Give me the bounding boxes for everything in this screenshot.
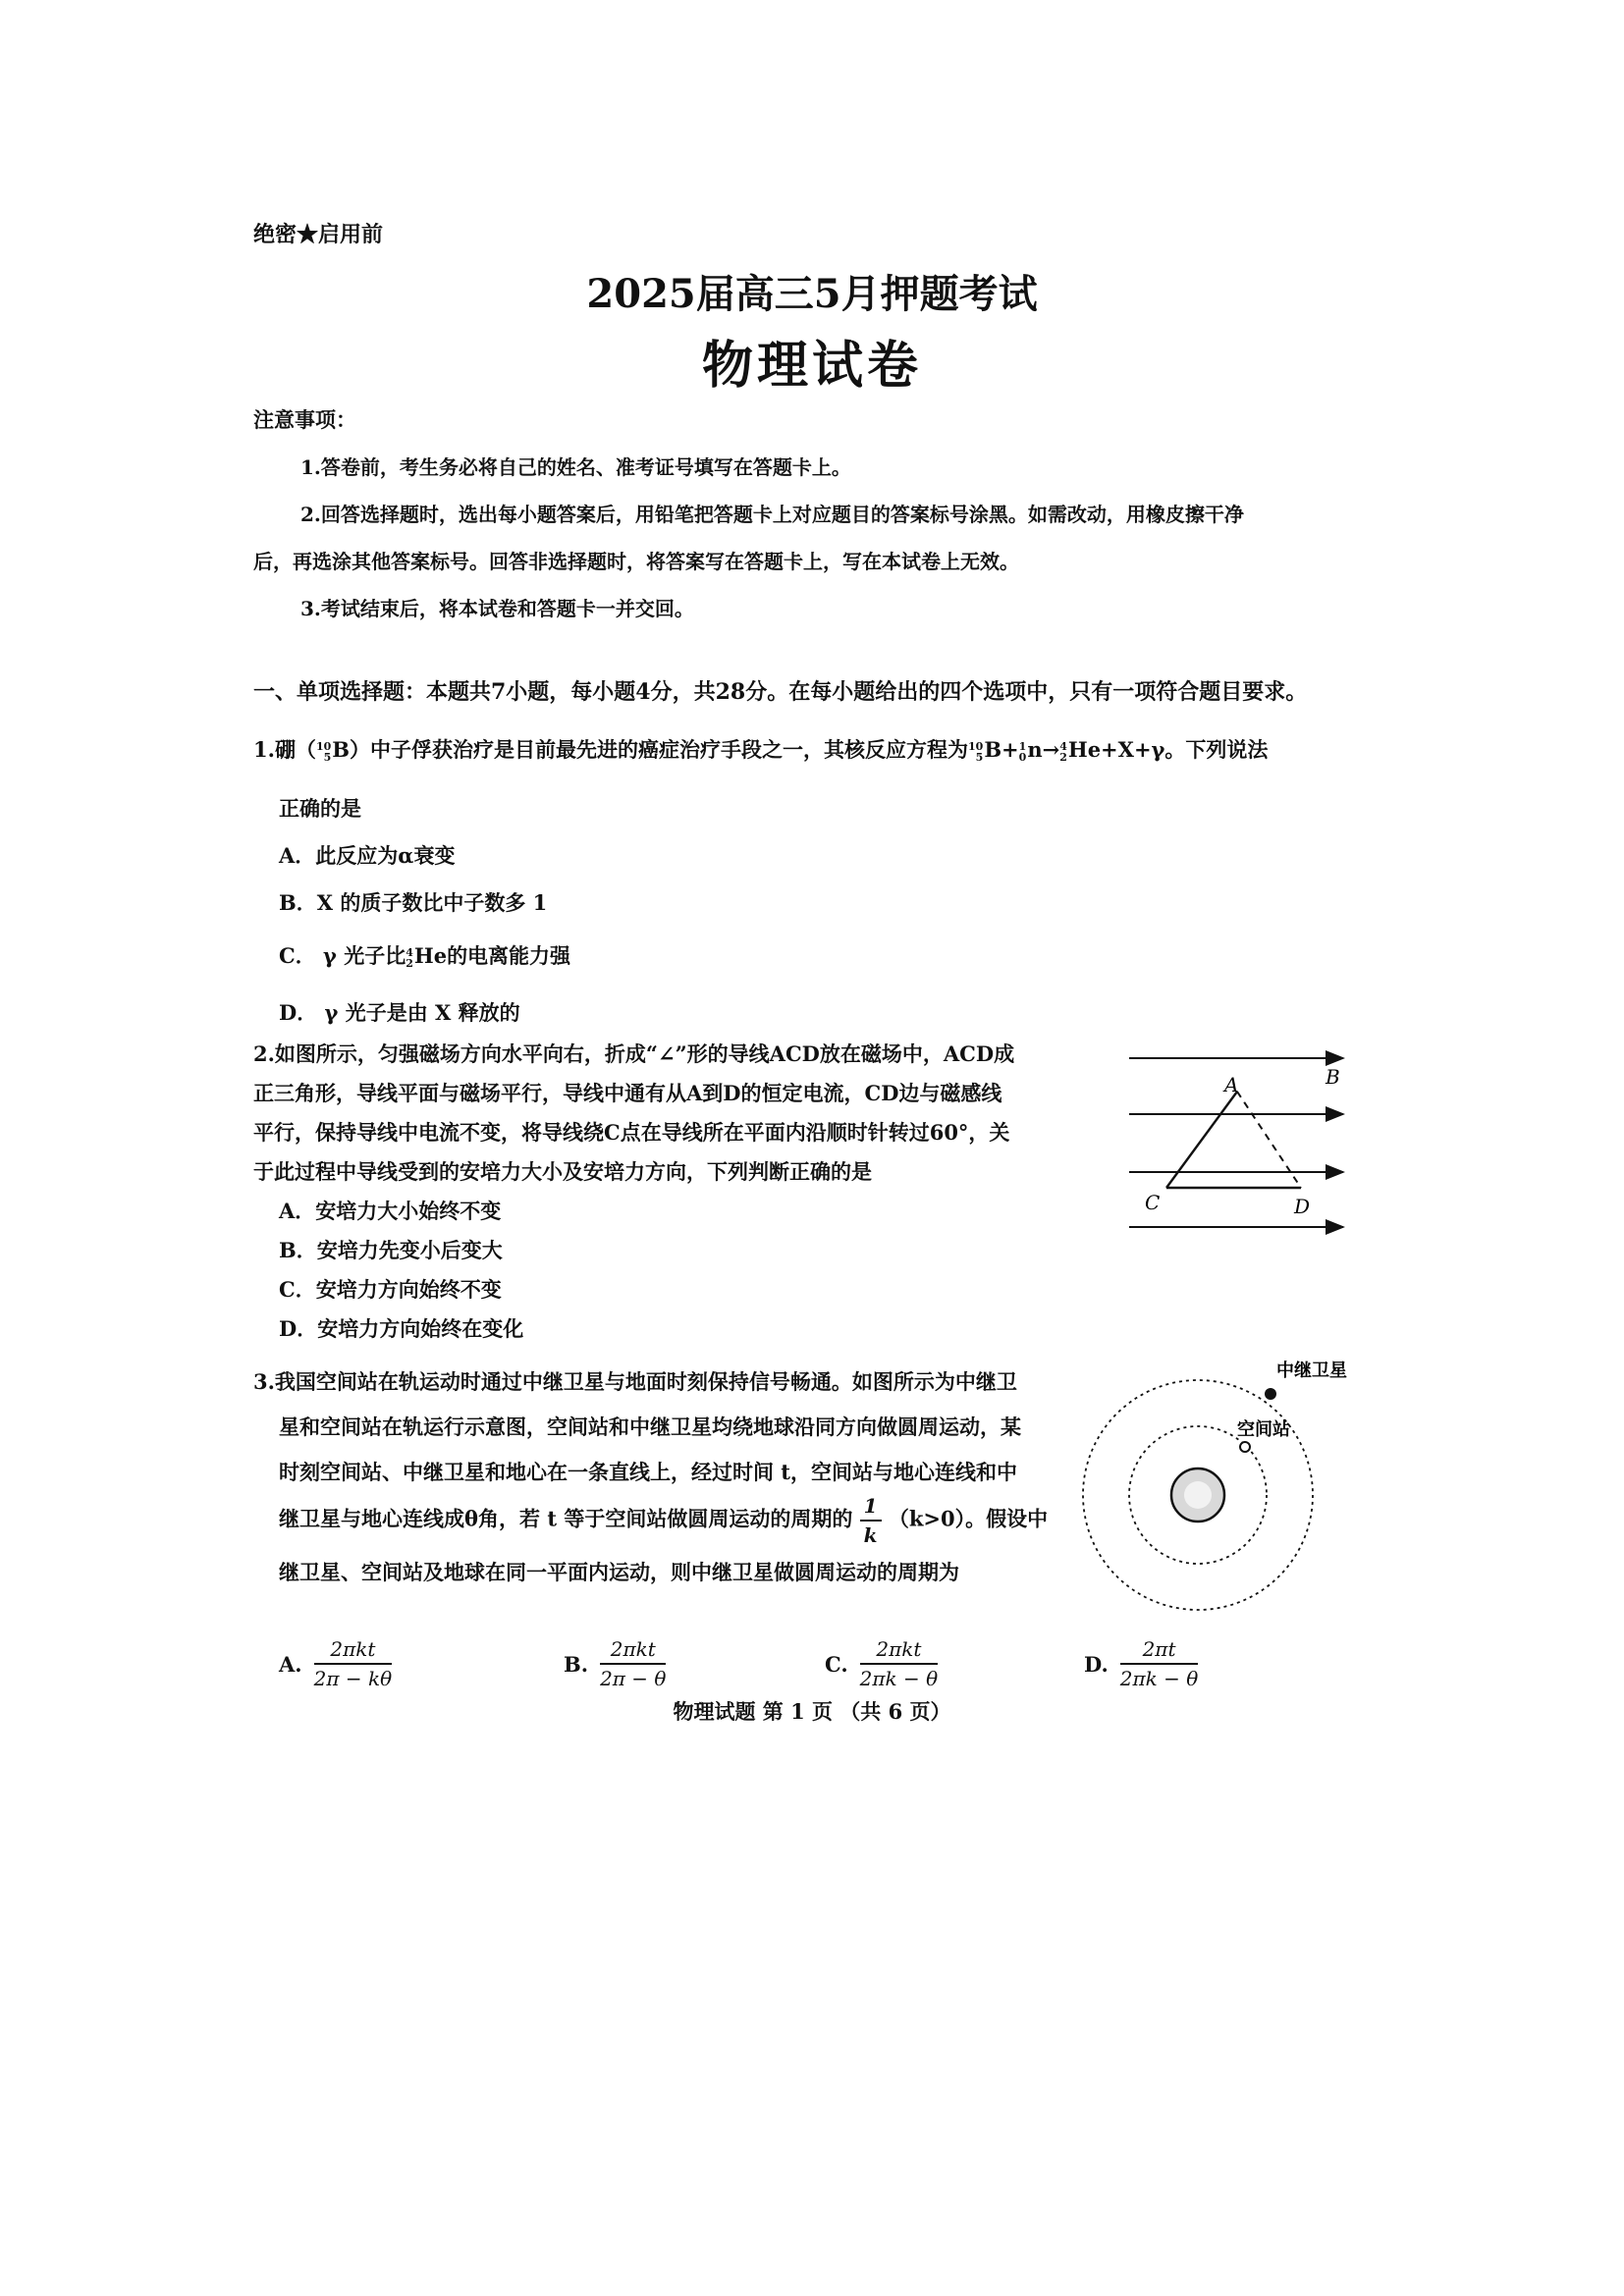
numerator: 2πkt	[860, 1637, 939, 1665]
page-footer: 物理试题 第 1 页 （共 6 页）	[673, 1699, 951, 1724]
relay-satellite-label: 中继卫星	[1276, 1361, 1347, 1381]
note-item-2-cont: 后，再选涂其他答案标号。回答非选择题时，将答案写在答题卡上，写在本试卷上无效。	[253, 550, 1019, 573]
space-station-label: 空间站	[1237, 1419, 1290, 1440]
subject-title: 物理试卷	[701, 336, 922, 396]
wire-ca	[1166, 1092, 1237, 1188]
q1-line-1	[253, 734, 1268, 764]
q2-line-4: 于此过程中导线受到的安培力大小及安培力方向，下列判断正确的是	[253, 1159, 872, 1184]
q2-option-b: B．安培力先变小后变大	[279, 1238, 503, 1262]
q3-text: （k>0）。假设中	[888, 1506, 1049, 1531]
q1-option-b: B．X 的质子数比中子数多 1	[279, 890, 548, 915]
denominator: 2π − kθ	[313, 1667, 393, 1690]
mass-number: 4	[406, 945, 413, 959]
q1-option-d: D． γ 光子是由 X 释放的	[279, 1000, 520, 1025]
q1-option-a: A．此反应为α衰变	[279, 843, 456, 868]
option-label: A.	[279, 1651, 302, 1677]
label-d: D	[1294, 1195, 1311, 1218]
section-heading: 一、单项选择题：本题共7小题，每小题4分，共28分。在每小题给出的四个选项中，只有一项符合题目要求。	[253, 679, 1308, 705]
q1-text-b: ）中子俘获治疗是目前最先进的癌症治疗手段之一，其核反应方程为	[350, 737, 968, 762]
option-label: D.	[1084, 1651, 1109, 1677]
numerator: 2πkt	[314, 1637, 393, 1665]
denominator: k	[863, 1523, 878, 1547]
mass-number: 1	[1018, 739, 1027, 753]
q1-option-c	[279, 940, 570, 970]
q2-option-a: A．安培力大小始终不变	[279, 1199, 502, 1223]
q3-option-d	[1084, 1637, 1198, 1690]
label-c: C	[1145, 1191, 1161, 1214]
q2-magnetic-field-figure	[1119, 1041, 1355, 1237]
nuclide-symbol: He	[413, 943, 448, 968]
note-item-3: 3.考试结束后，将本试卷和答题卡一并交回。	[300, 597, 694, 620]
q3-fraction-1-over-k	[860, 1494, 882, 1547]
q1-option-c-helium	[406, 943, 447, 969]
nuclide-symbol: n→	[1027, 737, 1060, 762]
q3-option-b	[564, 1637, 666, 1690]
note-item-1: 1.答卷前，考生务必将自己的姓名、准考证号填写在答题卡上。	[300, 455, 851, 479]
exam-title: 2025届高三5月押题考试	[586, 271, 1038, 317]
q1-line-2: 正确的是	[279, 796, 361, 821]
charge-number: 2	[1059, 750, 1067, 764]
q3-option-c	[825, 1637, 938, 1690]
space-station	[1240, 1442, 1250, 1452]
label-a: A	[1224, 1073, 1239, 1096]
q2-line-3: 平行，保持导线中电流不变，将导线绕C点在导线所在平面内沿顺时针转过60°，关	[253, 1120, 1010, 1145]
q3-text: 继卫星与地心连线成θ角，若 t 等于空间站做圆周运动的周期的	[279, 1506, 853, 1531]
charge-number: 5	[975, 750, 984, 764]
secret-mark: 绝密★启用前	[253, 222, 384, 247]
q1-eq-neutron	[1019, 737, 1060, 763]
label-b: B	[1326, 1065, 1340, 1089]
q1-eq-boron	[968, 737, 1019, 763]
q3-option-a	[279, 1637, 392, 1690]
q2-option-c: C．安培力方向始终不变	[279, 1277, 502, 1302]
dashed-ad	[1237, 1092, 1301, 1188]
q3-line-5: 继卫星、空间站及地球在同一平面内运动，则中继卫星做圆周运动的周期为	[279, 1560, 959, 1584]
numerator: 2πkt	[600, 1637, 666, 1665]
q3-line-1: 3.我国空间站在轨运动时通过中继卫星与地面时刻保持信号畅通。如图所示为中继卫	[253, 1369, 1017, 1394]
mass-number: 10	[315, 739, 332, 753]
numerator: 1	[860, 1494, 882, 1522]
q3-line-3: 时刻空间站、中继卫星和地心在一条直线上，经过时间 t，空间站与地心连线和中	[279, 1460, 1018, 1484]
q1-number: 1.	[253, 737, 275, 762]
note-item-2: 2.回答选择题时，选出每小题答案后，用铅笔把答题卡上对应题目的答案标号涂黑。如需改动，用橡皮擦干净	[300, 503, 1244, 526]
q2-line-1: 2.如图所示，匀强磁场方向水平向右，折成“∠”形的导线ACD放在磁场中，ACD成	[253, 1041, 1015, 1066]
option-fraction	[860, 1637, 939, 1690]
option-fraction	[1120, 1637, 1199, 1690]
notes-heading: 注意事项：	[253, 407, 356, 432]
mass-number: 10	[968, 739, 984, 753]
q2-line-2: 正三角形，导线平面与磁场平行，导线中通有从A到D的恒定电流，CD边与磁感线	[253, 1081, 1002, 1105]
nuclide-symbol: B	[332, 737, 350, 762]
mass-number: 4	[1059, 739, 1067, 753]
q1-eq-helium	[1059, 737, 1164, 763]
denominator: 2π − θ	[600, 1667, 667, 1690]
q2-option-d: D．安培力方向始终在变化	[279, 1316, 524, 1341]
q1-text-c: 。下列说法	[1164, 737, 1269, 762]
q1-text-a: 硼（	[274, 737, 316, 762]
q1-boron-nuclide	[316, 737, 350, 763]
charge-number: 2	[406, 956, 413, 970]
denominator: 2πk − θ	[1119, 1667, 1199, 1690]
option-text: 的电离能力强	[447, 943, 571, 968]
charge-number: 5	[323, 750, 332, 764]
q3-line-2: 星和空间站在轨运行示意图，空间站和中继卫星均绕地球沿同方向做圆周运动，某	[279, 1415, 1021, 1439]
nuclide-symbol: He+X+γ	[1067, 737, 1165, 762]
option-fraction	[600, 1637, 666, 1690]
charge-number: 0	[1018, 750, 1027, 764]
q3-orbit-figure	[1080, 1345, 1347, 1620]
numerator: 2πt	[1120, 1637, 1199, 1665]
earth-highlight	[1184, 1481, 1212, 1509]
option-label: C.	[825, 1651, 848, 1677]
relay-satellite	[1265, 1388, 1276, 1400]
nuclide-symbol: B+	[984, 737, 1019, 762]
q3-line-4	[279, 1494, 1048, 1547]
option-text: C． γ 光子比	[279, 943, 406, 968]
option-fraction	[314, 1637, 393, 1690]
option-label: B.	[564, 1651, 589, 1677]
denominator: 2πk − θ	[859, 1667, 939, 1690]
